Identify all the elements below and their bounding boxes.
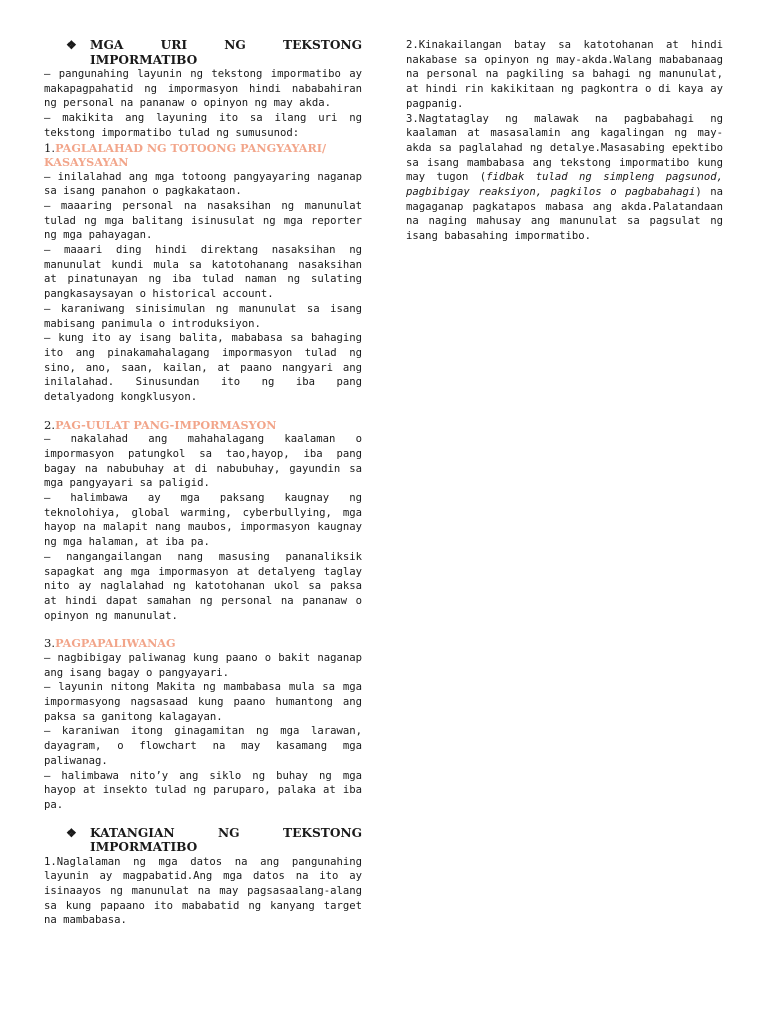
heading-katangian — [44, 826, 362, 855]
intro-paragraph: – makikita ang layuning ito sa ilang uri ng tekstong impormatibo tulad ng sumusunod: — [44, 112, 362, 139]
section-title: PAGPAPALIWANAG — [55, 636, 176, 651]
trait-paragraph — [406, 112, 723, 244]
heading-mga-uri — [44, 38, 362, 67]
intro-paragraph: – pangunahing layunin ng tekstong impormatibo ay makapagpahatid ng impormasyon hindi nababahiran ng personal na pananaw o opinyon ng may akda. — [44, 68, 362, 110]
section-title: PAGLALAHAD NG TOTOONG PANGYAYARI/ KASAYSAYAN — [44, 140, 327, 170]
list-item: – layunin nitong Makita ng mambabasa mula sa mga impormasyong nagsasaad kung paano humantong ang paksa sa ganitong kalagayan. — [44, 681, 362, 723]
list-item: – maaaring personal na nasaksihan ng manunulat tulad ng mga balitang isinusulat ng mga reporter ng mga pahayagan. — [44, 199, 362, 242]
heading-line-1 — [90, 826, 362, 841]
list-item: – halimbawa ay mga paksang kaugnay ng teknolohiya, global warming, cyberbullying, mga hayop na malapit nang maubos, impormasyon kaugnay ng mga halaman, at iba pa. — [44, 492, 362, 549]
section-1-heading — [44, 141, 362, 170]
trait-paragraph: 1.Naglalaman ng mga datos na ang pangunahing layunin ay magpabatid.Ang mga datos na ito ay isinaayos ng manunulat na may pagsasaalang-alang sa kung papaano ito mababatid ng kanyang target na mambabasa. — [44, 855, 362, 927]
list-item: – halimbawa nito’y ang siklo ng buhay ng mga hayop at insekto tulad ng paruparo, palaka at iba pa. — [44, 769, 362, 811]
heading-word: NG — [218, 825, 240, 840]
section-number: 1. — [44, 140, 56, 155]
list-item: – nangangailangan nang masusing pananaliksik sapagkat ang mga impormasyon at detalyeng taglay nito ay naglalahad ng katotohanan ukol sa paksa at hindi dapat samahan ng personal na pananaw o opinyon ng manunulat. — [44, 550, 362, 622]
section-title: PAG-UULAT PANG-IMPORMASYON — [55, 417, 277, 432]
list-item: – nakalahad ang mahahalagang kaalaman o impormasyon patungkol sa tao,hayop, iba pang bagay na nabubuhay at di nabubuhay, gayundin sa mga pangyayari sa paligid. — [44, 433, 362, 490]
left-column — [44, 38, 362, 928]
heading-line-1 — [90, 38, 362, 53]
heading-word: TEKSTONG — [283, 38, 362, 52]
list-item: – karaniwan itong ginagamitan ng mga larawan, dayagram, o flowchart na may kasamang mga paliwanag. — [44, 725, 362, 767]
trait-text: 3.Nagtataglay ng malawak na pagbabahagi ng kaalaman at masasalamin ang kagalingan ng may-akda sa paglalahad ng detalye.Masasabing epektibo sa isang mambabasa ang tekstong impormatibo kung may tugon ( — [406, 112, 723, 184]
section-2-heading — [44, 418, 362, 433]
heading-word: TEKSTONG — [283, 825, 362, 840]
list-item: – inilalahad ang mga totoong pangyayaring naganap sa isang panahon o pagkakataon. — [44, 170, 362, 198]
heading-word: MGA — [90, 38, 124, 52]
right-column — [406, 38, 723, 244]
diamond-bullet-icon: ❖ — [66, 38, 77, 52]
heading-word: KATANGIAN — [90, 825, 175, 840]
list-item: – kung ito ay isang balita, mababasa sa bahaging ito ang pinakamahalagang impormasyon tulad ng sino, ano, saan, kailan, at paano nangyari ang inilalahad. Sinusundan ito ng iba pang detalyadong kongklusyon. — [44, 332, 362, 404]
section-3-heading — [44, 636, 362, 651]
trait-text: ) na magaganap pagkatapos mabasa ang akda.Palatandaan na naging mahusay ang manunulat sa pagsulat ng isang babasahing impormatibo. — [406, 186, 723, 243]
heading-word: NG — [224, 38, 246, 52]
section-number: 2. — [44, 417, 56, 432]
list-item: – maaari ding hindi direktang nasaksihan ng manunulat kundi mula sa katotohanang nasaksihan at pinatunayan ng iba tulad naman ng sulating pangkasaysayan o historical account. — [44, 244, 362, 301]
heading-line-2: IMPORMATIBO — [90, 52, 198, 67]
trait-paragraph: 2.Kinakailangan batay sa katotohanan at hindi nakabase sa opinyon ng may-akda.Walang mababanaag na personal na pagkiling sa bahagi ng manunulat, at hindi rin kakikitaan ng pagkontra o di kaya ay pagpanig. — [406, 39, 723, 110]
diamond-bullet-icon: ❖ — [66, 825, 77, 840]
list-item: – nagbibigay paliwanag kung paano o bakit naganap ang isang bagay o pangyayari. — [44, 651, 362, 679]
section-number: 3. — [44, 636, 56, 651]
heading-line-2: IMPORMATIBO — [90, 840, 198, 855]
list-item: – karaniwang sinisimulan ng manunulat sa isang mabisang panimula o introduksiyon. — [44, 302, 362, 330]
heading-word: URI — [160, 38, 188, 52]
trait-italic-text: fidbak tulad ng simpleng pagsunod, pagbibigay reaksiyon, pagkilos o pagbabahagi — [406, 171, 723, 199]
